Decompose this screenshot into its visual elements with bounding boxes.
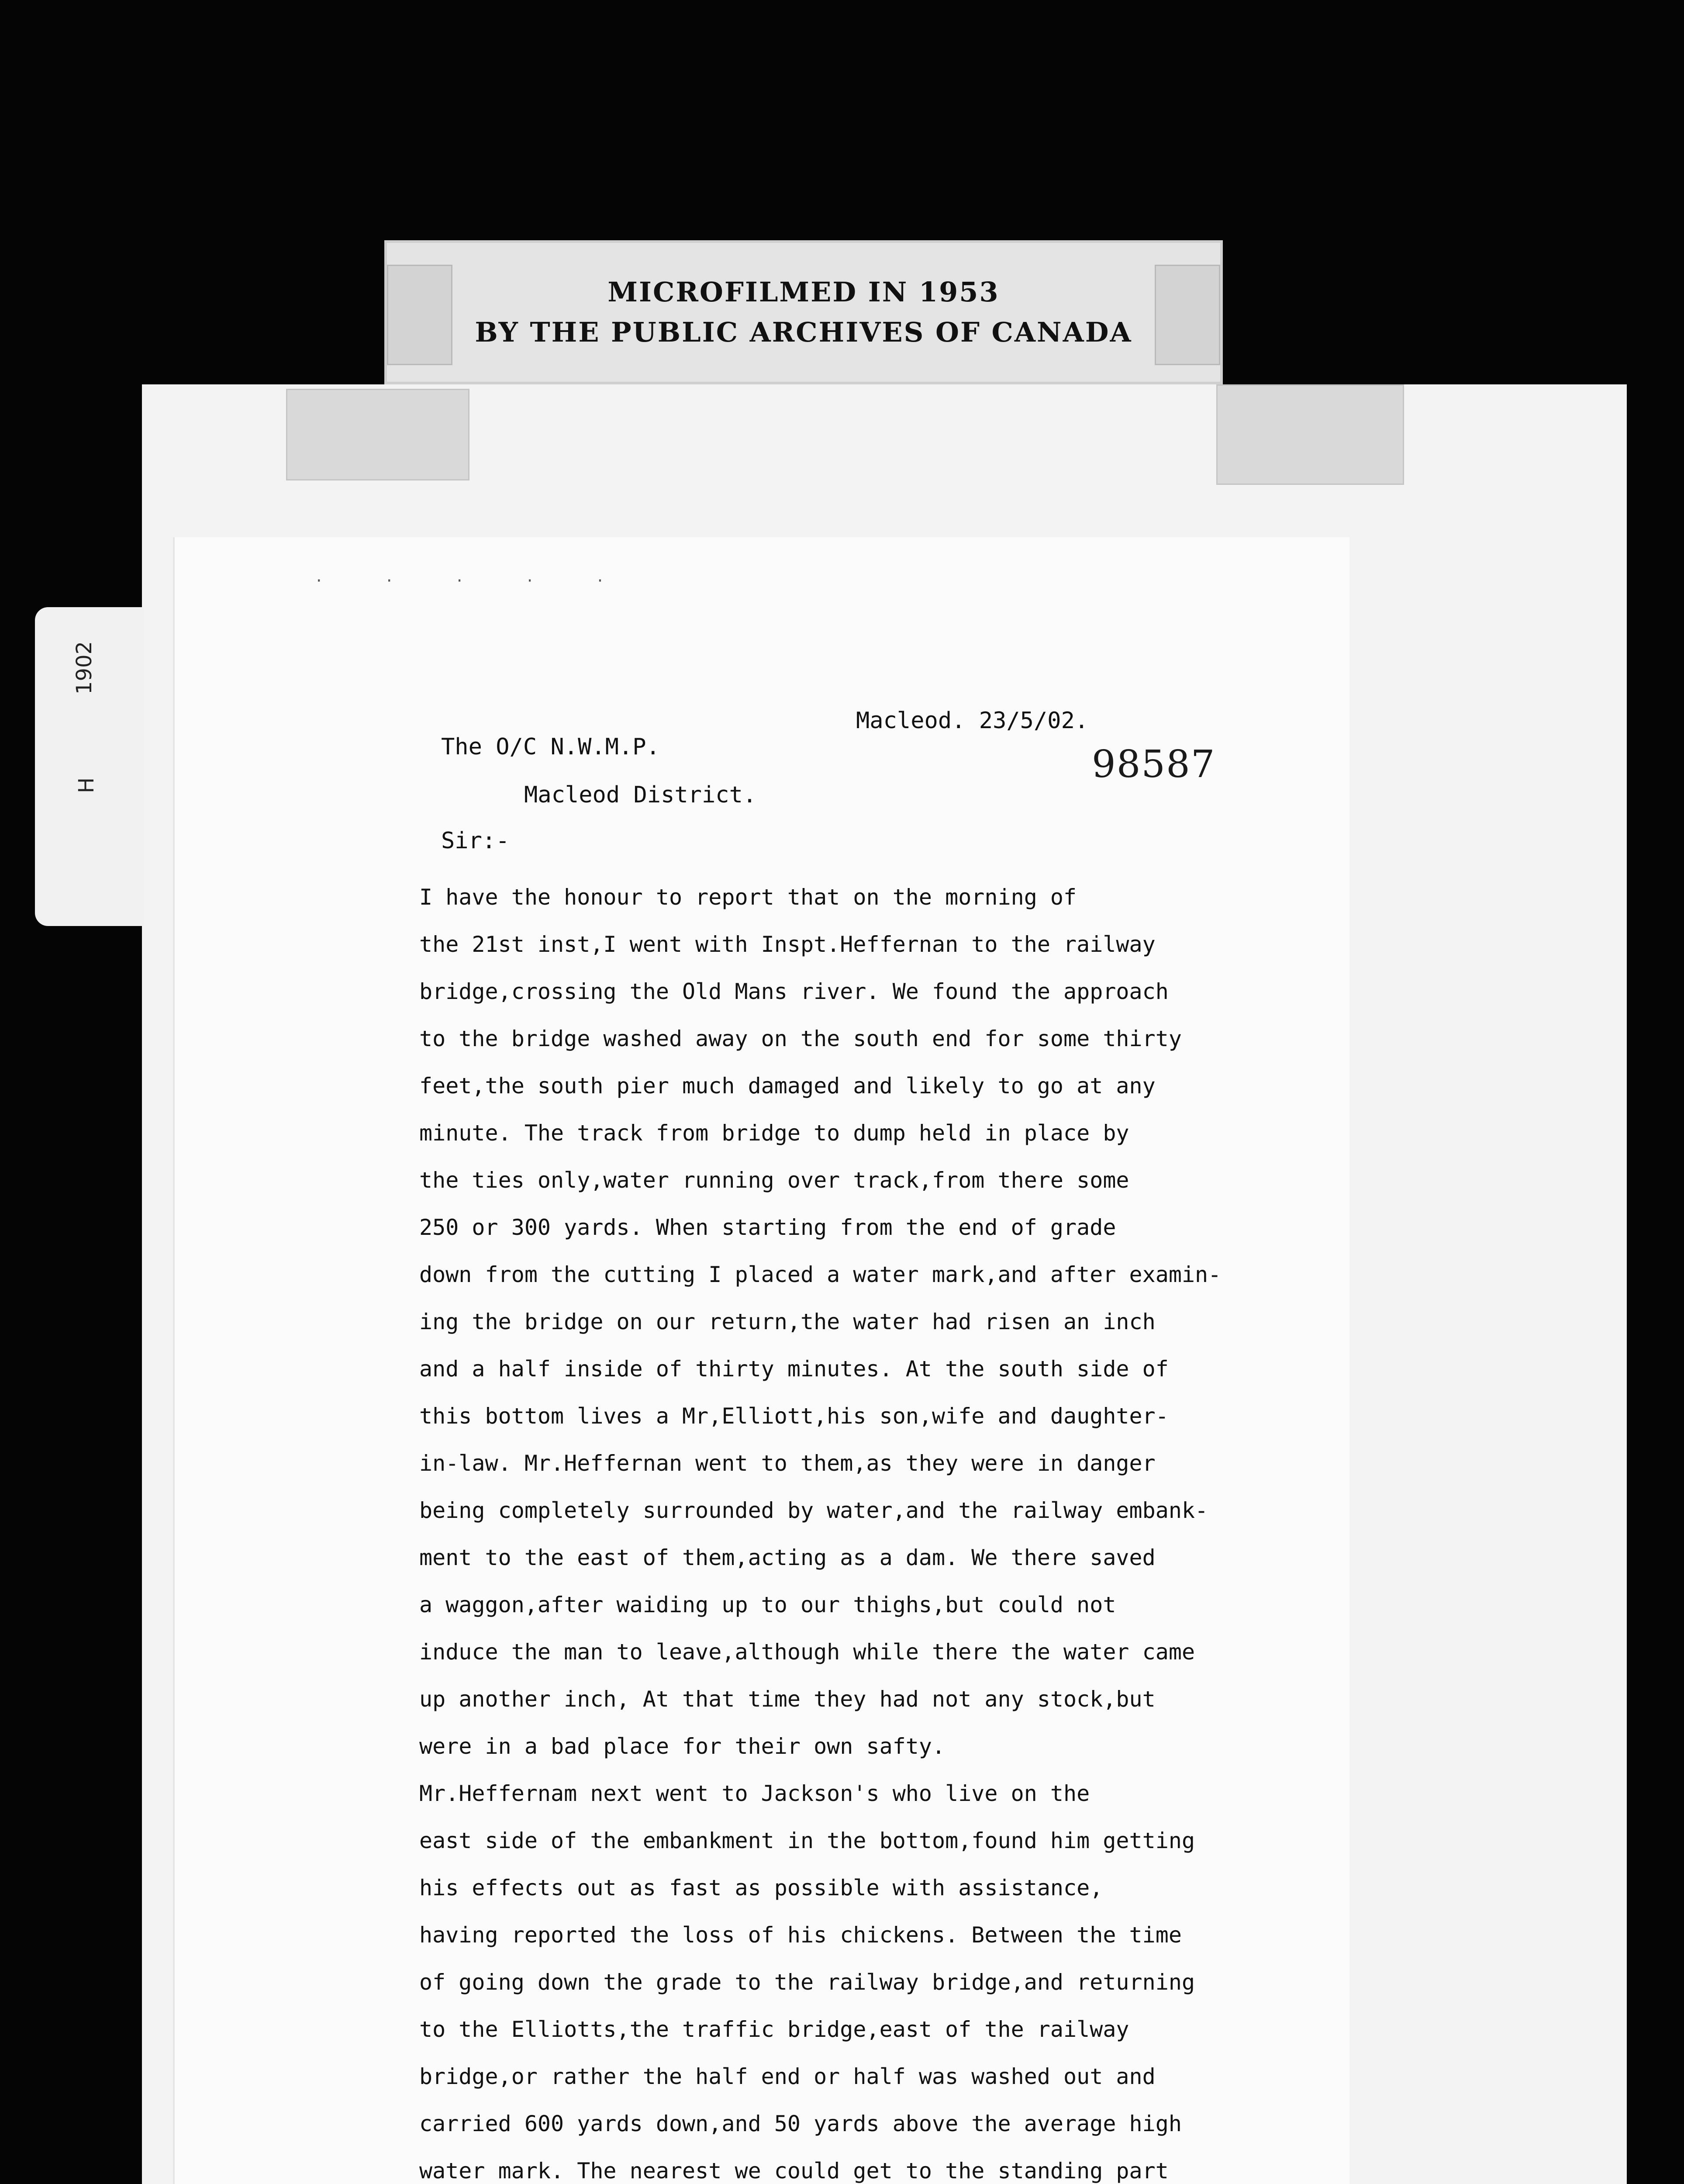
body-line: ment to the east of them,acting as a dam. We there saved xyxy=(419,1545,1156,1570)
body-line: to the bridge washed away on the south end for some thirty xyxy=(419,1026,1182,1051)
paper-specks: · · · · · xyxy=(314,572,631,590)
body-line: and a half inside of thirty minutes. At the south side of xyxy=(419,1356,1169,1382)
body-line: Mr.Heffernam next went to Jackson's who live on the xyxy=(419,1781,1090,1806)
body-line: the ties only,water running over track,from there some xyxy=(419,1168,1129,1193)
body-line: east side of the embankment in the bottom,found him getting xyxy=(419,1828,1195,1853)
tape-strip xyxy=(286,389,469,480)
body-line: ing the bridge on our return,the water had risen an inch xyxy=(419,1309,1156,1334)
letter-district: Macleod District. xyxy=(524,782,757,808)
body-line: the 21st inst,I went with Inspt.Heffernan to the railway xyxy=(419,932,1156,957)
tab-year: 1902 xyxy=(72,641,97,695)
letter-place-date: Macleod. 23/5/02. xyxy=(856,708,1089,734)
body-line: to the Elliotts,the traffic bridge,east of the railway xyxy=(419,2017,1129,2042)
tab-letter: H xyxy=(74,777,99,794)
banner-line-1: MICROFILMED IN 1953 xyxy=(607,276,1000,308)
banner-line-2: BY THE PUBLIC ARCHIVES OF CANADA xyxy=(475,316,1132,348)
tape-strip xyxy=(1216,384,1404,485)
letter-addressee: The O/C N.W.M.P. xyxy=(441,734,660,760)
body-line: up another inch, At that time they had not any stock,but xyxy=(419,1686,1156,1712)
body-line: feet,the south pier much damaged and likely to go at any xyxy=(419,1073,1156,1099)
body-line: bridge,or rather the half end or half was washed out and xyxy=(419,2064,1156,2089)
body-line: down from the cutting I placed a water mark,and after examin- xyxy=(419,1262,1222,1287)
body-line: induce the man to leave,although while there the water came xyxy=(419,1639,1195,1665)
body-line: minute. The track from bridge to dump held in place by xyxy=(419,1120,1129,1146)
body-line: water mark. The nearest we could get to the standing part xyxy=(419,2158,1169,2184)
body-line: a waggon,after waiding up to our thighs,but could not xyxy=(419,1592,1116,1617)
body-line: this bottom lives a Mr,Elliott,his son,wife and daughter- xyxy=(419,1403,1169,1429)
body-line: I have the honour to report that on the morning of xyxy=(419,885,1077,910)
tape-strip xyxy=(1155,265,1220,365)
body-line: his effects out as fast as possible with assistance, xyxy=(419,1875,1103,1901)
body-line: being completely surrounded by water,and the railway embank- xyxy=(419,1498,1208,1523)
body-line: of going down the grade to the railway bridge,and returning xyxy=(419,1970,1195,1995)
letter-salutation: Sir:- xyxy=(441,828,510,854)
body-line: were in a bad place for their own safty. xyxy=(419,1734,946,1759)
tape-strip xyxy=(387,265,452,365)
body-line: carried 600 yards down,and 50 yards above the average high xyxy=(419,2111,1182,2136)
body-line: having reported the loss of his chickens. Between the time xyxy=(419,1922,1182,1948)
letter-page xyxy=(175,537,1349,2184)
microfilm-banner xyxy=(384,240,1223,384)
body-line: in-law. Mr.Heffernan went to them,as they were in danger xyxy=(419,1451,1156,1476)
body-line: 250 or 300 yards. When starting from the end of grade xyxy=(419,1215,1116,1240)
reference-number: 98587 xyxy=(1092,743,1216,786)
side-index-tab xyxy=(35,607,144,926)
body-line: bridge,crossing the Old Mans river. We found the approach xyxy=(419,979,1169,1004)
letter-body xyxy=(419,874,1336,2184)
